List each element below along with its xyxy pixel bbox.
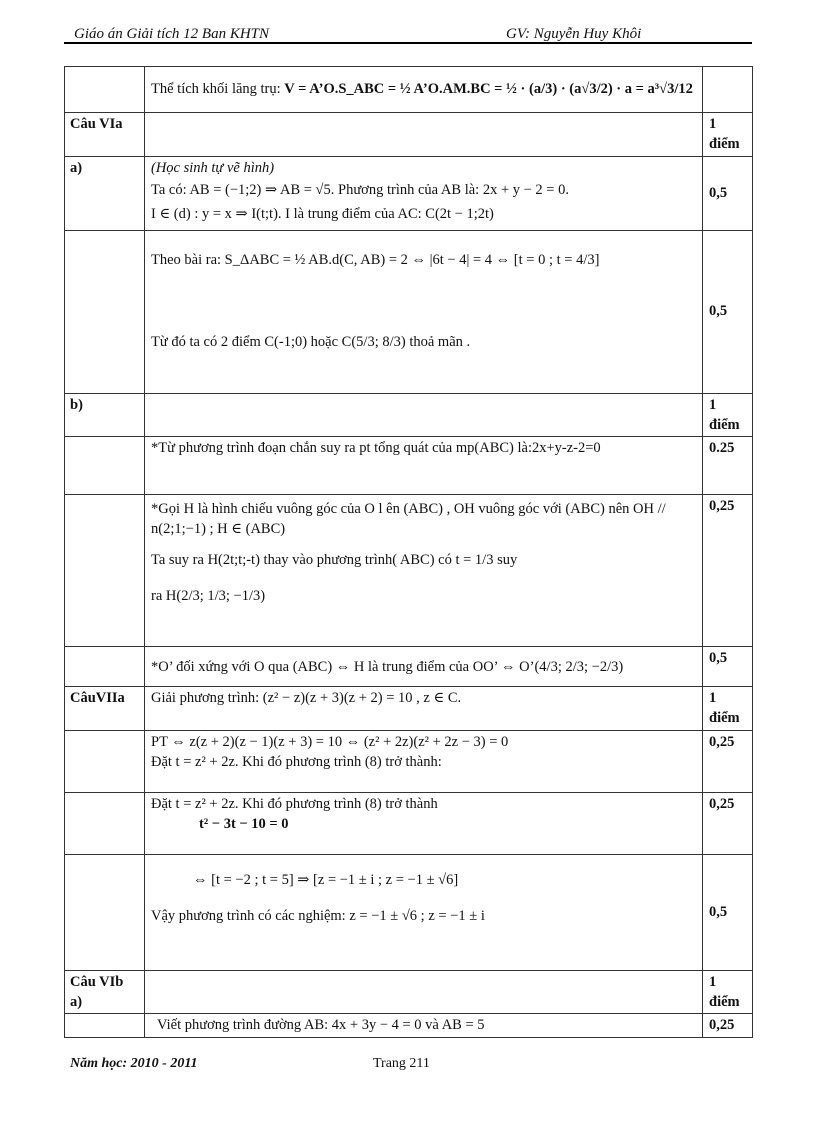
solution-line: PT ⇔ z(z + 2)(z − 1)(z + 3) = 10 ⇔ (z² + 2z)(z² + 2z − 3) = 0 bbox=[151, 733, 509, 750]
score: 0,25 bbox=[703, 495, 753, 647]
header-left: Giáo án Giải tích 12 Ban KHTN bbox=[74, 26, 270, 42]
table-row bbox=[65, 495, 753, 647]
score: 0.25 bbox=[703, 437, 753, 495]
score: 0,25 bbox=[703, 1014, 753, 1037]
solution-line: Từ đó ta có 2 điểm C(-1;0) hoặc C(5/3; 8/3) thoả mãn . bbox=[151, 333, 471, 350]
score: 1 điểm bbox=[703, 113, 753, 157]
volume-formula: V = A’O.S_ABC = ½ A’O.AM.BC = ½ · (a/3) · (a√3/2) · a = a³√3/12 bbox=[284, 81, 693, 98]
score: 0,25 bbox=[703, 792, 753, 854]
solution-line: Ta có: AB = (−1;2) ⇒ AB = √5. Phương trình của AB là: 2x + y − 2 = 0. bbox=[151, 181, 569, 198]
solution-table bbox=[64, 66, 753, 1038]
part-label: a) bbox=[65, 156, 145, 230]
table-row bbox=[65, 393, 753, 437]
solution-line: I ∈ (d) : y = x ⇒ I(t;t). I là trung điểm của AC: C(2t − 1;2t) bbox=[151, 206, 494, 223]
score: 1 điểm bbox=[703, 687, 753, 731]
note-line: (Học sinh tự vẽ hình) bbox=[151, 159, 275, 176]
question-label: Câu VIa bbox=[65, 113, 145, 157]
table-row bbox=[65, 730, 753, 792]
solution-line: ⇔ [t = −2 ; t = 5] ⇒ [z = −1 ± i ; z = −1 ± √6] bbox=[193, 871, 459, 888]
header-right: GV: Nguyễn Huy Khôi bbox=[506, 26, 642, 42]
table-row bbox=[65, 113, 753, 157]
score: 1 điểm bbox=[703, 970, 753, 1014]
table-row bbox=[65, 156, 753, 230]
solution-line: t² − 3t − 10 = 0 bbox=[199, 816, 289, 833]
solution-line: Giải phương trình: (z² − z)(z + 3)(z + 2) = 10 , z ∈ C. bbox=[151, 690, 462, 707]
score: 0,5 bbox=[703, 647, 753, 687]
table-row bbox=[65, 854, 753, 970]
footer-year: Năm học: 2010 - 2011 bbox=[70, 1056, 198, 1071]
solution-line: Viết phương trình đường AB: 4x + 3y − 4 = 0 và AB = 5 bbox=[157, 1017, 485, 1034]
volume-text: Thể tích khối lăng trụ: bbox=[151, 81, 285, 98]
solution-line: *Gọi H là hình chiếu vuông góc của O l ên (ABC) , OH vuông góc với (ABC) nên OH // n(2;1;−1) ; H ∈ (ABC) bbox=[151, 501, 666, 538]
solution-line: Theo bài ra: S_ΔABC = ½ AB.d(C, AB) = 2 ⇔ |6t − 4| = 4 ⇔ [t = 0 ; t = 4/3] bbox=[151, 251, 600, 268]
question-label: CâuVIIa bbox=[65, 687, 145, 731]
table-row bbox=[65, 647, 753, 687]
solution-line: ra H(2/3; 1/3; −1/3) bbox=[151, 588, 266, 605]
solution-line: *O’ đối xứng với O qua (ABC) ⇔ H là trung điểm của OO’ ⇔ O’(4/3; 2/3; −2/3) bbox=[151, 658, 624, 675]
solution-line: Vậy phương trình có các nghiệm: z = −1 ± √6 ; z = −1 ± i bbox=[151, 908, 485, 925]
table-row bbox=[65, 687, 753, 731]
part-label: b) bbox=[65, 393, 145, 437]
table-row bbox=[65, 792, 753, 854]
solution-line: Đặt t = z² + 2z. Khi đó phương trình (8) trở thành bbox=[151, 795, 438, 812]
solution-line: *Từ phương trình đoạn chắn suy ra pt tổng quát của mp(ABC) là:2x+y-z-2=0 bbox=[151, 440, 601, 457]
footer-page: Trang 211 bbox=[373, 1056, 430, 1071]
table-row bbox=[65, 970, 753, 1014]
table-row bbox=[65, 437, 753, 495]
score: 0,25 bbox=[703, 730, 753, 792]
solution-line: Đặt t = z² + 2z. Khi đó phương trình (8) trở thành: bbox=[151, 754, 442, 771]
score: 0,5 bbox=[703, 230, 753, 393]
score: 1 điểm bbox=[703, 393, 753, 437]
table-row bbox=[65, 230, 753, 393]
header-rule bbox=[64, 42, 752, 44]
score: 0,5 bbox=[703, 156, 753, 230]
solution-line: Ta suy ra H(2t;t;-t) thay vào phương trình( ABC) có t = 1/3 suy bbox=[151, 551, 518, 568]
question-label: Câu VIb a) bbox=[65, 970, 145, 1014]
score: 0,5 bbox=[703, 854, 753, 970]
table-row bbox=[65, 1014, 753, 1037]
table-row bbox=[65, 67, 753, 113]
